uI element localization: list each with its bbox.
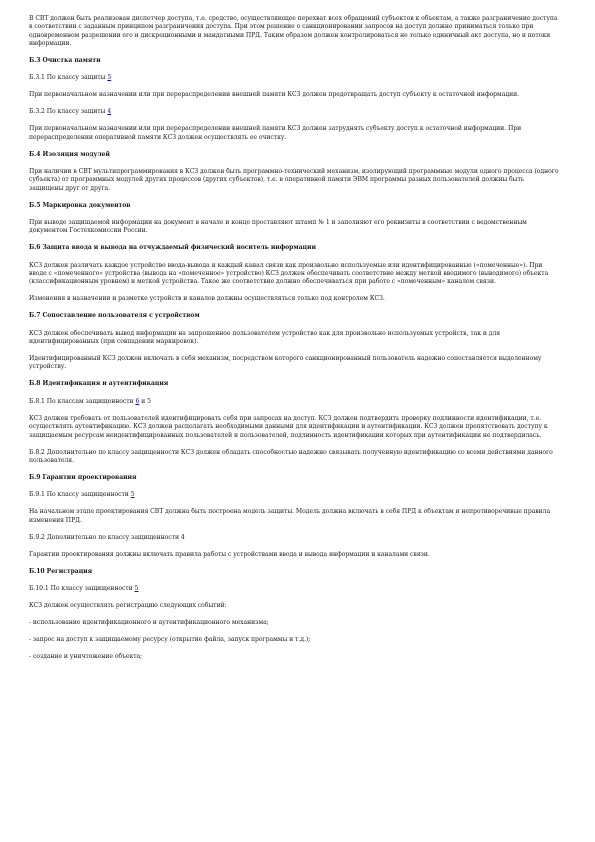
text-run: Б.6 Защита ввода и вывода на отчуждаемый физический носитель информации — [29, 244, 316, 252]
text-run: Б.10 Регистрация — [29, 567, 93, 575]
text-run: При первоначальном назначении или при перераспределении внешней памяти КСЗ должен предотвращать доступ субъекту к остаточной информации. — [29, 91, 520, 99]
body-paragraph — [29, 125, 559, 142]
body-paragraph — [29, 262, 559, 287]
text-run: КСЗ должен обеспечивать вывод информации на запрошенное пользователем устройство как для произвольно используемых устройств, так и для идентифицированных (при совпадении маркировок). — [29, 329, 501, 346]
section-heading — [29, 151, 559, 159]
subsection-heading — [29, 585, 559, 593]
class-reference-link[interactable]: 6 — [135, 397, 140, 405]
text-run: Гарантии проектирования должны включать правила работы с устройствами ввода и вывода информации и каналами связи. — [29, 550, 430, 558]
body-paragraph — [29, 15, 559, 49]
text-run: Б.10.1 По классу защищенности — [29, 584, 135, 592]
subsection-heading — [29, 108, 559, 116]
subsection-heading — [29, 534, 559, 542]
body-paragraph — [29, 636, 559, 644]
class-reference-link[interactable]: 5 — [130, 491, 135, 499]
section-heading — [29, 568, 559, 576]
body-paragraph — [29, 449, 559, 466]
body-paragraph — [29, 219, 559, 236]
body-paragraph — [29, 602, 559, 610]
section-heading — [29, 474, 559, 482]
section-heading — [29, 244, 559, 252]
text-run: Изменения в назначении и разметке устройств и каналов должны осуществляться только под контролем КСЗ. — [29, 295, 385, 303]
text-run: Б.3.1 По классу защиты — [29, 74, 108, 82]
section-heading — [29, 202, 559, 210]
text-run: КСЗ должен требовать от пользователей идентифицировать себя при запросах на доступ. КСЗ должен подтвердить проверку подлинности идентификации, т.е. осуществлять аутентификацию. КСЗ должен располагать необходимыми данными для идентификации и аутентификации. КСЗ должен препятствовать доступу к защищаемым ресурсам неидентифицированных пользователей и пользователей, подлинность идентификации которых при аутентификации не подтвердилась. — [29, 414, 548, 439]
text-run: и 5 — [139, 397, 151, 405]
text-run: Б.8.2 Дополнительно по классу защищенности КСЗ должен обладать способностью надежно связывать полученную идентификацию со всеми действиями данного пользователя. — [29, 448, 553, 464]
body-paragraph — [29, 619, 559, 627]
text-run: - запрос на доступ к защищаемому ресурсу (открытие файла, запуск программы и т.д.); — [29, 635, 311, 643]
section-heading — [29, 312, 559, 320]
body-paragraph — [29, 415, 559, 440]
text-run: Б.8 Идентификация и аутентификация — [29, 380, 169, 388]
section-heading — [29, 380, 559, 388]
text-run: При выводе защищаемой информации на документ в начале и конце проставляют штамп № 1 и заполняют его реквизиты в соответствии с ведомственным документом Гостехкомиссии России. — [29, 219, 527, 235]
body-paragraph — [29, 355, 559, 372]
subsection-heading — [29, 74, 559, 82]
text-run: Б.8.1 По классам защищенности — [29, 397, 136, 405]
text-run: При наличии в СВТ мультипрограммирования в КСЗ должен быть программно-технический механизм, изолирующий программные модули одного процесса (одного субъекта) от программных модулей других процессов (других субъектов), т.е. в оперативной памяти ЭВМ программы разных пользователей должны быть защищены друг от друга. — [29, 168, 559, 192]
text-run: Б.3.2 По классу защиты — [29, 108, 108, 116]
subsection-heading — [29, 491, 559, 499]
body-paragraph — [29, 330, 559, 347]
text-run: КСЗ должен различать каждое устройство ввода-вывода и каждый канал связи как произвольно используемые или идентифицированные («помеченные»). При вводе с «помеченного» устройства (вывода на «помеченное» устройство) КСЗ должен обеспечивать соответствие между меткой вводимого (выводимого) объекта (классификационным уровнем) и меткой устройства. Такое же соответствие должно обеспечиваться при работе с «помеченным» каналом связи. — [29, 261, 549, 286]
text-run: В СВТ должен быть реализован диспетчер доступа, т.е. средство, осуществляющее перехват всех обращений субъектов к объектам, а также разграничение доступа в соответствии с заданным принципом разграничения доступа. При этом решение о санкционировании запросов на доступ должно приниматься только при одновременном разрешении его и дискреционными и мандатными ПРД. Таким образом должен контролироваться не только единичный акт доступа, но и потоки информации. — [29, 15, 558, 48]
text-run: Б.9.1 По классу защищенности — [29, 491, 131, 499]
class-reference-link[interactable]: 4 — [107, 108, 112, 116]
text-run: - создание и уничтожение объекта; — [29, 652, 143, 660]
body-paragraph — [29, 653, 559, 661]
body-paragraph — [29, 551, 559, 559]
text-run: Б.9 Гарантии проектирования — [29, 473, 137, 481]
subsection-heading — [29, 398, 559, 406]
text-run: - использование идентификационного и аутентификационного механизма; — [29, 618, 269, 626]
text-run: Б.3 Очистка памяти — [29, 57, 101, 65]
body-paragraph — [29, 295, 559, 303]
class-reference-link[interactable]: 5 — [107, 74, 112, 82]
text-run: Идентифицированный КСЗ должен включать в себя механизм, посредством которого санкционированный пользователь надежно сопоставляется выделенному устройству. — [29, 355, 542, 371]
text-run: Б.9.2 Дополнительно по классу защищенности 4 — [29, 533, 185, 541]
text-run: Б.4 Изоляция модулей — [29, 150, 110, 158]
text-run: Б.5 Маркировка документов — [29, 201, 131, 209]
text-run: На начальном этапе проектирования СВТ должна быть построена модель защиты. Модель должна включать в себя ПРД к объектам и непротиворечивые правила изменения ПРД. — [29, 508, 551, 524]
body-paragraph — [29, 508, 559, 525]
section-heading — [29, 57, 559, 65]
text-run: При первоначальном назначении или при перераспределении внешней памяти КСЗ должен затруднять субъекту доступ к остаточной информации. При перераспределении оперативной памяти КСЗ должен осуществлять ее очистку. — [29, 125, 522, 141]
text-run: Б.7 Сопоставление пользователя с устройством — [29, 312, 200, 320]
class-reference-link[interactable]: 5 — [134, 584, 139, 592]
body-paragraph — [29, 168, 559, 193]
body-paragraph — [29, 91, 559, 99]
text-run: КСЗ должен осуществлять регистрацию следующих событий: — [29, 601, 227, 609]
